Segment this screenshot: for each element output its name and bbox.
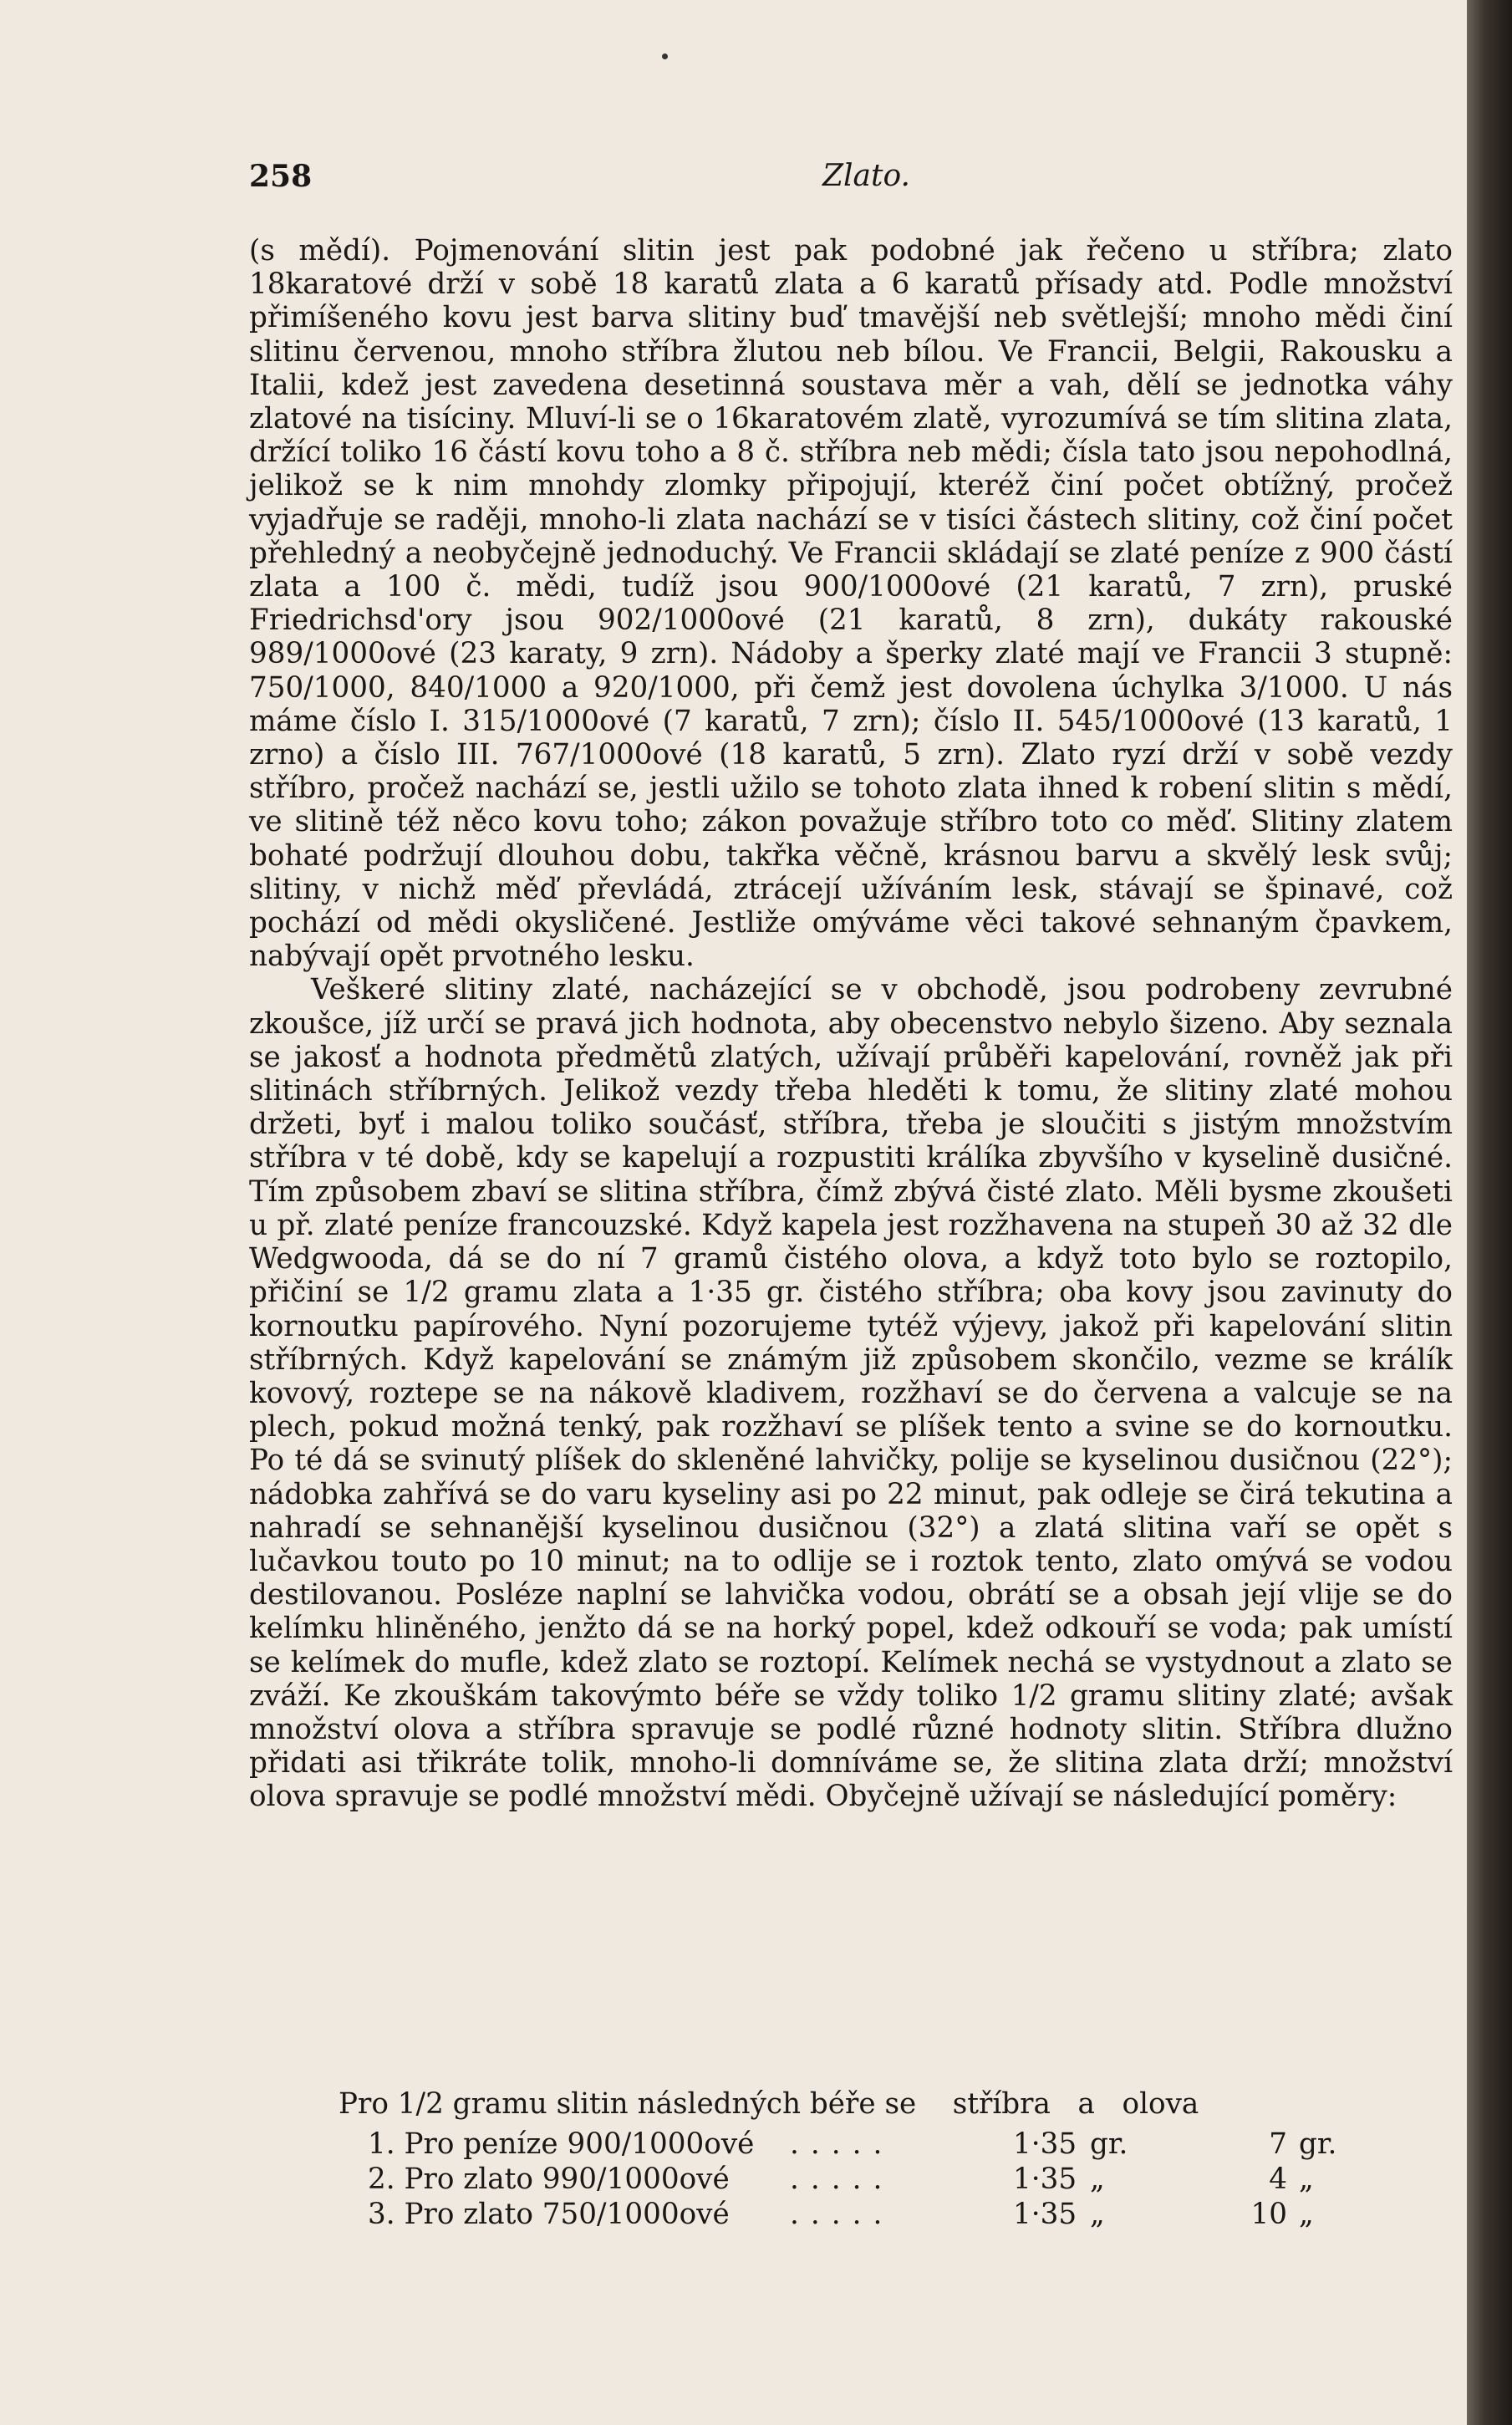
lead-amount: 7 [1269,2127,1287,2161]
lead-unit: „ [1299,2198,1314,2231]
silver-amount: 1·35 [1013,2127,1077,2161]
page-number: 258 [249,159,313,194]
lead-unit: gr. [1299,2127,1337,2161]
row-label: 1. Pro peníze 900/1000ové [368,2127,755,2161]
silver-amount: 1·35 [1013,2163,1077,2196]
ratio-table [368,2127,1337,2233]
table-row [368,2163,1329,2198]
lead-amount: 10 [1250,2198,1287,2231]
binding-edge [1467,0,1512,2425]
table-row [368,2198,1329,2233]
lead-unit: „ [1299,2163,1314,2196]
table-intro: Pro 1/2 gramu slitin následných béře se stříbra a olova [339,2087,1199,2121]
silver-unit: gr. [1090,2127,1128,2161]
running-title: Zlato. [822,159,910,193]
table-row [368,2127,1337,2163]
row-label: 2. Pro zlato 990/1000ové [368,2163,730,2196]
row-label: 3. Pro zlato 750/1000ové [368,2198,730,2231]
paragraph-assay: Veškeré slitiny zlaté, nacházející se v obchodě, jsou podrobeny zevrubné zkoušce, jíž určí se pravá jich hodnota, aby obecenstvo nebylo šizeno. Aby seznala se jakosť a hodnota předmětů zlatých, užívají průběři kapelování, rovněž jak při slitinách stříbrných. Jelikož vezdy třeba hleděti k tomu, že slitiny zlaté mohou držeti, byť i malou toliko součásť, stříbra, třeba je sloučiti s jistým množstvím stříbra v té době, kdy se kapelují a rozpustiti králíka zbyvšího v kyselině dusičné. Tím způsobem zbaví se slitina stříbra, čímž zbývá čisté zlato. Měli bysme zkoušeti u př. zlaté peníze francouzské. Když kapela jest rozžhavena na stupeň 30 až 32 dle Wedgwooda, dá se do ní 7 gramů čistého olova, a když toto bylo se roztopilo, přičiní se 1/2 gramu zlata a 1·35 gr. čistého stříbra; oba kovy jsou zavinuty do kornoutku papírového. Nyní pozorujeme tytéž výjevy, jakož při kapelování slitin stříbrných. Když kapelování se známým již způsobem skončilo, vezme se králík kovový, roztepe se na nákově kladivem, rozžhaví se do červena a valcuje se na plech, pokud možná tenký, pak rozžhaví se plíšek tento a svine se do kornoutku. Po té dá se svinutý plíšek do skleněné lahvičky, polije se kyselinou dusičnou (22°); nádobka zahřívá se do varu kyseliny asi po 22 minut, pak odleje se čirá tekutina a nahradí se sehnanější kyselinou dusičnou (32°) a zlatá slitina vaří se opět s lučavkou touto po 10 minut; na to odlije se i roztok tento, zlato omývá se vodou destilovanou. Posléze naplní se lahvička vodou, obrátí se a obsah její vlije se do kelímku hliněného, jenžto dá se na horký popel, kdež odkouří se voda; pak umístí se kelímek do mufle, kdež zlato se roztopí. Kelímek nechá se vystydnout a zlato se zváží. Ke zkouškám takovýmto béře se vždy toliko 1/2 gramu slitiny zlaté; avšak množství olova a stříbra spravuje se podlé různé hodnoty slitin. Stříbra dlužno přidati asi třikráte tolik, mnoho-li domníváme se, že slitina zlata drží; množství olova spravuje se podlé množství mědi. Obyčejně užívají se následující poměry: [249,973,1453,1814]
print-speck [662,53,668,59]
lead-amount: 4 [1269,2163,1287,2196]
leader-dots: ..... [790,2163,894,2196]
silver-amount: 1·35 [1013,2198,1077,2231]
body-text [249,234,1453,1814]
leader-dots: ..... [790,2127,894,2161]
page-header [249,159,1453,201]
paragraph-continuation: (s mědí). Pojmenování slitin jest pak podobné jak řečeno u stříbra; zlato 18karatové drží v sobě 18 karatů zlata a 6 karatů přísady atd. Podle množství přimíšeného kovu jest barva slitiny buď tmavější neb světlejší; mnoho mědi činí slitinu červenou, mnoho stříbra žlutou neb bílou. Ve Francii, Belgii, Rakousku a Italii, kdež jest zavedena desetinná soustava měr a vah, dělí se jednotka váhy zlatové na tisíciny. Mluví-li se o 16karatovém zlatě, vyrozumívá se tím slitina zlata, držící toliko 16 částí kovu toho a 8 č. stříbra neb mědi; čísla tato jsou nepohodlná, jelikož se k nim mnohdy zlomky připojují, kteréž činí počet obtížný, pročež vyjadřuje se raději, mnoho-li zlata nachází se v tisíci částech slitiny, což činí počet přehledný a neobyčejně jednoduchý. Ve Francii skládají se zlaté peníze z 900 částí zlata a 100 č. mědi, tudíž jsou 900/1000ové (21 karatů, 7 zrn), pruské Friedrichsd'ory jsou 902/1000ové (21 karatů, 8 zrn), dukáty rakouské 989/1000ové (23 karaty, 9 zrn). Nádoby a šperky zlaté mají ve Francii 3 stupně: 750/1000, 840/1000 a 920/1000, při čemž jest dovolena úchylka 3/1000. U nás máme číslo I. 315/1000ové (7 karatů, 7 zrn); číslo II. 545/1000ové (13 karatů, 1 zrno) a číslo III. 767/1000ové (18 karatů, 5 zrn). Zlato ryzí drží v sobě vezdy stříbro, pročež nachází se, jestli užilo se tohoto zlata ihned k robení slitin s mědí, ve slitině též něco kovu toho; zákon považuje stříbro toto co měď. Slitiny zlatem bohaté podržují dlouhou dobu, takřka věčně, krásnou barvu a skvělý lesk svůj; slitiny, v nichž měď převládá, ztrácejí užíváním lesk, stávají se špinavé, což pochází od mědi okysličené. Jestliže omýváme věci takové sehnaným čpavkem, nabývají opět prvotného lesku. [249,234,1453,974]
silver-unit: „ [1090,2163,1105,2196]
leader-dots: ..... [790,2198,894,2231]
silver-unit: „ [1090,2198,1105,2231]
